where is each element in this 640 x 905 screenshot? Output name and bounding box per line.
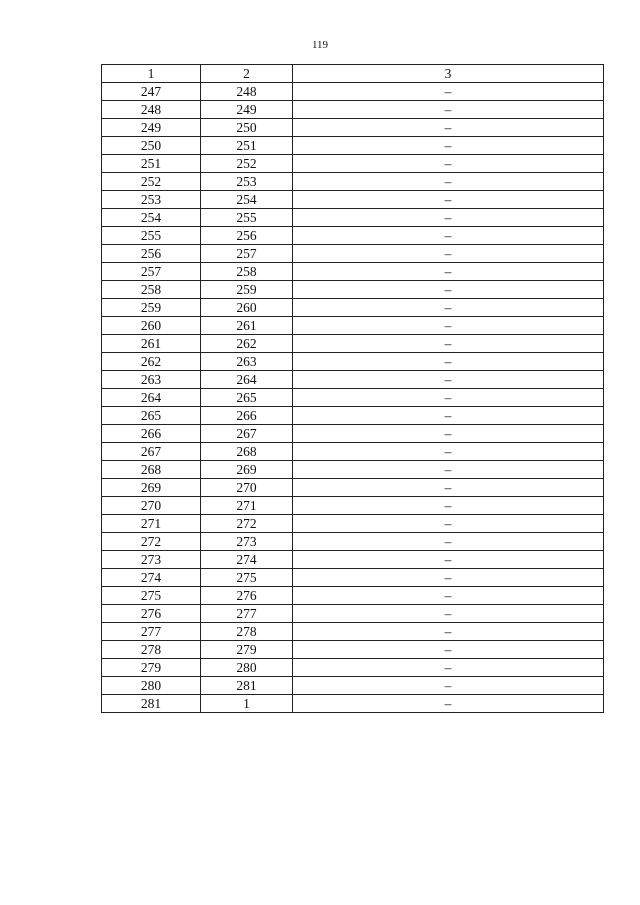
table-cell-col-3: – (293, 209, 604, 227)
page-number: 119 (311, 39, 329, 51)
table-row (102, 191, 604, 209)
table-body (102, 83, 604, 713)
table-cell-col-1: 250 (102, 137, 201, 155)
table-cell-col-2: 263 (201, 353, 293, 371)
table-cell-col-3: – (293, 641, 604, 659)
table-cell-col-2: 280 (201, 659, 293, 677)
table-cell-col-1: 281 (102, 695, 201, 713)
table-row (102, 443, 604, 461)
table-cell-col-3: – (293, 119, 604, 137)
table-cell-col-1: 277 (102, 623, 201, 641)
table-cell-col-2: 272 (201, 515, 293, 533)
table-cell-col-2: 254 (201, 191, 293, 209)
table-cell-col-2: 266 (201, 407, 293, 425)
data-table (101, 64, 604, 713)
table-row (102, 605, 604, 623)
table-cell-col-1: 264 (102, 389, 201, 407)
table-cell-col-3: – (293, 551, 604, 569)
table-cell-col-1: 268 (102, 461, 201, 479)
table-cell-col-2: 276 (201, 587, 293, 605)
table-cell-col-2: 277 (201, 605, 293, 623)
table-cell-col-2: 249 (201, 101, 293, 119)
table-cell-col-1: 274 (102, 569, 201, 587)
table-row (102, 137, 604, 155)
table-row (102, 389, 604, 407)
table-cell-col-2: 250 (201, 119, 293, 137)
table-row (102, 677, 604, 695)
table-cell-col-2: 279 (201, 641, 293, 659)
table-row (102, 641, 604, 659)
header-row (102, 65, 604, 83)
table-cell-col-2: 252 (201, 155, 293, 173)
table-row (102, 155, 604, 173)
table-row (102, 407, 604, 425)
table-cell-col-2: 255 (201, 209, 293, 227)
table-cell-col-1: 255 (102, 227, 201, 245)
table-cell-col-2: 278 (201, 623, 293, 641)
table-cell-col-2: 259 (201, 281, 293, 299)
table-cell-col-2: 269 (201, 461, 293, 479)
table-cell-col-1: 271 (102, 515, 201, 533)
table-cell-col-2: 251 (201, 137, 293, 155)
table-cell-col-3: – (293, 173, 604, 191)
table-cell-col-1: 256 (102, 245, 201, 263)
table-cell-col-1: 266 (102, 425, 201, 443)
table-row (102, 281, 604, 299)
table-cell-col-1: 269 (102, 479, 201, 497)
table-cell-col-3: – (293, 695, 604, 713)
table-cell-col-1: 276 (102, 605, 201, 623)
column-header-1: 1 (102, 65, 201, 83)
table-cell-col-3: – (293, 479, 604, 497)
table-cell-col-2: 267 (201, 425, 293, 443)
table-row (102, 119, 604, 137)
table-row (102, 497, 604, 515)
table-cell-col-3: – (293, 299, 604, 317)
table-cell-col-1: 272 (102, 533, 201, 551)
table-cell-col-2: 256 (201, 227, 293, 245)
table-row (102, 209, 604, 227)
table-row (102, 623, 604, 641)
column-header-3: 3 (293, 65, 604, 83)
table-cell-col-2: 258 (201, 263, 293, 281)
table-row (102, 245, 604, 263)
table-cell-col-2: 253 (201, 173, 293, 191)
table-cell-col-2: 1 (201, 695, 293, 713)
table-cell-col-1: 257 (102, 263, 201, 281)
table-cell-col-1: 262 (102, 353, 201, 371)
table-cell-col-1: 275 (102, 587, 201, 605)
table-cell-col-3: – (293, 83, 604, 101)
table-cell-col-2: 260 (201, 299, 293, 317)
table-cell-col-1: 259 (102, 299, 201, 317)
table-cell-col-2: 265 (201, 389, 293, 407)
table-container (101, 64, 603, 713)
table-cell-col-1: 249 (102, 119, 201, 137)
table-cell-col-3: – (293, 443, 604, 461)
table-cell-col-2: 281 (201, 677, 293, 695)
table-row (102, 569, 604, 587)
table-cell-col-2: 262 (201, 335, 293, 353)
table-row (102, 173, 604, 191)
table-cell-col-1: 280 (102, 677, 201, 695)
table-cell-col-1: 252 (102, 173, 201, 191)
table-row (102, 353, 604, 371)
column-header-2: 2 (201, 65, 293, 83)
table-row (102, 515, 604, 533)
table-cell-col-1: 278 (102, 641, 201, 659)
table-row (102, 479, 604, 497)
table-row (102, 335, 604, 353)
table-row (102, 227, 604, 245)
table-cell-col-3: – (293, 407, 604, 425)
table-row (102, 425, 604, 443)
table-row (102, 659, 604, 677)
table-cell-col-3: – (293, 587, 604, 605)
table-cell-col-3: – (293, 461, 604, 479)
table-cell-col-2: 274 (201, 551, 293, 569)
table-cell-col-3: – (293, 245, 604, 263)
table-cell-col-2: 264 (201, 371, 293, 389)
table-cell-col-3: – (293, 353, 604, 371)
table-row (102, 551, 604, 569)
table-cell-col-3: – (293, 605, 604, 623)
table-cell-col-2: 257 (201, 245, 293, 263)
table-row (102, 533, 604, 551)
table-cell-col-3: – (293, 569, 604, 587)
table-cell-col-3: – (293, 515, 604, 533)
table-cell-col-3: – (293, 533, 604, 551)
table-cell-col-1: 267 (102, 443, 201, 461)
table-cell-col-2: 270 (201, 479, 293, 497)
table-cell-col-3: – (293, 389, 604, 407)
table-cell-col-2: 275 (201, 569, 293, 587)
table-cell-col-3: – (293, 425, 604, 443)
table-cell-col-1: 270 (102, 497, 201, 515)
table-header (102, 65, 604, 83)
table-cell-col-1: 248 (102, 101, 201, 119)
table-cell-col-3: – (293, 101, 604, 119)
table-cell-col-1: 279 (102, 659, 201, 677)
table-cell-col-3: – (293, 623, 604, 641)
table-cell-col-1: 261 (102, 335, 201, 353)
table-cell-col-2: 248 (201, 83, 293, 101)
table-row (102, 101, 604, 119)
table-cell-col-2: 271 (201, 497, 293, 515)
table-cell-col-1: 251 (102, 155, 201, 173)
table-row (102, 461, 604, 479)
table-cell-col-3: – (293, 227, 604, 245)
table-cell-col-1: 265 (102, 407, 201, 425)
table-row (102, 371, 604, 389)
table-cell-col-1: 247 (102, 83, 201, 101)
table-cell-col-3: – (293, 263, 604, 281)
table-cell-col-3: – (293, 497, 604, 515)
table-cell-col-1: 263 (102, 371, 201, 389)
table-row (102, 263, 604, 281)
table-row (102, 83, 604, 101)
table-cell-col-3: – (293, 317, 604, 335)
table-row (102, 317, 604, 335)
table-cell-col-3: – (293, 191, 604, 209)
table-cell-col-3: – (293, 335, 604, 353)
table-cell-col-1: 254 (102, 209, 201, 227)
table-row (102, 299, 604, 317)
table-cell-col-3: – (293, 371, 604, 389)
table-cell-col-2: 273 (201, 533, 293, 551)
table-row (102, 695, 604, 713)
table-row (102, 587, 604, 605)
table-cell-col-2: 268 (201, 443, 293, 461)
table-cell-col-1: 258 (102, 281, 201, 299)
table-cell-col-1: 273 (102, 551, 201, 569)
table-cell-col-2: 261 (201, 317, 293, 335)
table-cell-col-3: – (293, 137, 604, 155)
table-cell-col-3: – (293, 281, 604, 299)
table-cell-col-1: 253 (102, 191, 201, 209)
table-cell-col-3: – (293, 659, 604, 677)
table-cell-col-3: – (293, 155, 604, 173)
table-cell-col-3: – (293, 677, 604, 695)
table-cell-col-1: 260 (102, 317, 201, 335)
